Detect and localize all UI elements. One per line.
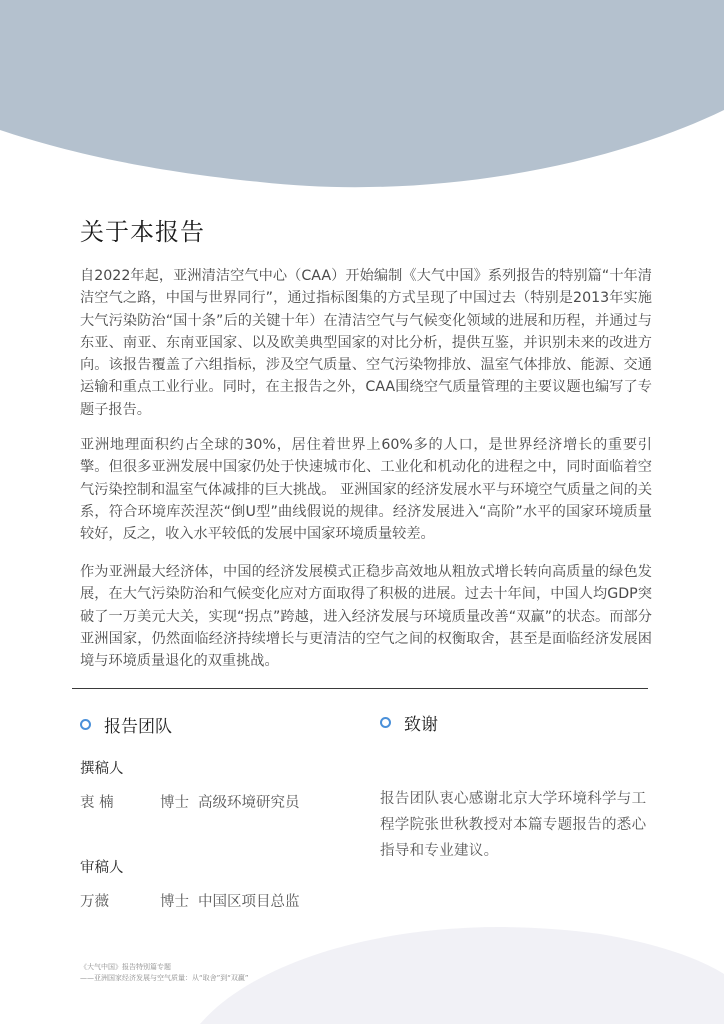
top-wave-decoration xyxy=(0,0,724,200)
intro-paragraph-3: 作为亚洲最大经济体，中国的经济发展模式正稳步高效地从粗放式增长转向高质量的绿色发展，在大气污染防治和气候变化应对方面取得了积极的进展。过去十年间，中国人均GDP突破了一万美元大关，实现“拐点”跨越，进入经济发展与环境质量改善“双赢”的状态。而部分亚洲国家，仍然面临经济持续增长与更清洁的空气之间的权衡取舍，甚至是面临经济发展困境与环境质量退化的双重挑战。 xyxy=(80,564,652,670)
intro-paragraph-2: 亚洲地理面积约占全球的30%，居住着世界上60%多的人口，是世界经济增长的重要引擎。但很多亚洲发展中国家仍处于快速城市化、工业化和机动化的进程之中，同时面临着空气污染控制和温室气体减排的巨大挑战。 亚洲国家的经济发展水平与环境空气质量之间的关系，符合环境库茨涅茨“倒U型”曲线假说的规律。经济发展进入“高阶”水平的国家环境质量较好，反之，收入水平较低的发展中国家环境质量较差。 xyxy=(80,437,653,543)
writers-label: 撰稿人 xyxy=(80,761,124,777)
thanks-heading-label: 致谢 xyxy=(404,715,438,735)
section-divider xyxy=(72,688,648,689)
reviewer-name: 万薇 xyxy=(80,894,109,910)
writer-title: 高级环境研究员 xyxy=(198,795,300,811)
bullet-circle-icon xyxy=(80,719,91,730)
thanks-heading xyxy=(380,710,438,735)
footer-line-1: 《大气中国》报告特别篇专题 xyxy=(80,963,171,971)
team-heading xyxy=(80,712,172,737)
thanks-text: 报告团队衷心感谢北京大学环境科学与工程学院张世秋教授对本篇专题报告的悉心指导和专业建议。 xyxy=(380,791,647,859)
writer-degree: 博士 xyxy=(160,795,189,811)
writer-name: 衷 楠 xyxy=(80,795,114,811)
reviewer-title: 中国区项目总监 xyxy=(198,894,300,910)
page-footer xyxy=(80,962,249,984)
bullet-circle-icon xyxy=(380,717,391,728)
intro-paragraph-1: 自2022年起，亚洲清洁空气中心（CAA）开始编制《大气中国》系列报告的特别篇“十年清洁空气之路，中国与世界同行”，通过指标图集的方式呈现了中国过去（特别是2013年实施大气污染防治“国十条”后的关键十年）在清洁空气与气候变化领域的进展和历程，并通过与东亚、南亚、东南亚国家、以及欧美典型国家的对比分析，提供互鉴，并识别未来的改进方向。该报告覆盖了六组指标，涉及空气质量、空气污染物排放、温室气体排放、能源、交通运输和重点工业行业。同时，在主报告之外，CAA围绕空气质量管理的主要议题也编写了专题子报告。 xyxy=(80,268,652,418)
page-title: 关于本报告 xyxy=(80,218,205,246)
team-heading-label: 报告团队 xyxy=(104,717,172,737)
reviewer-degree: 博士 xyxy=(160,894,189,910)
footer-line-2: ——亚洲国家经济发展与空气质量：从“取舍”到“双赢” xyxy=(80,974,249,982)
reviewers-label: 审稿人 xyxy=(80,860,124,876)
